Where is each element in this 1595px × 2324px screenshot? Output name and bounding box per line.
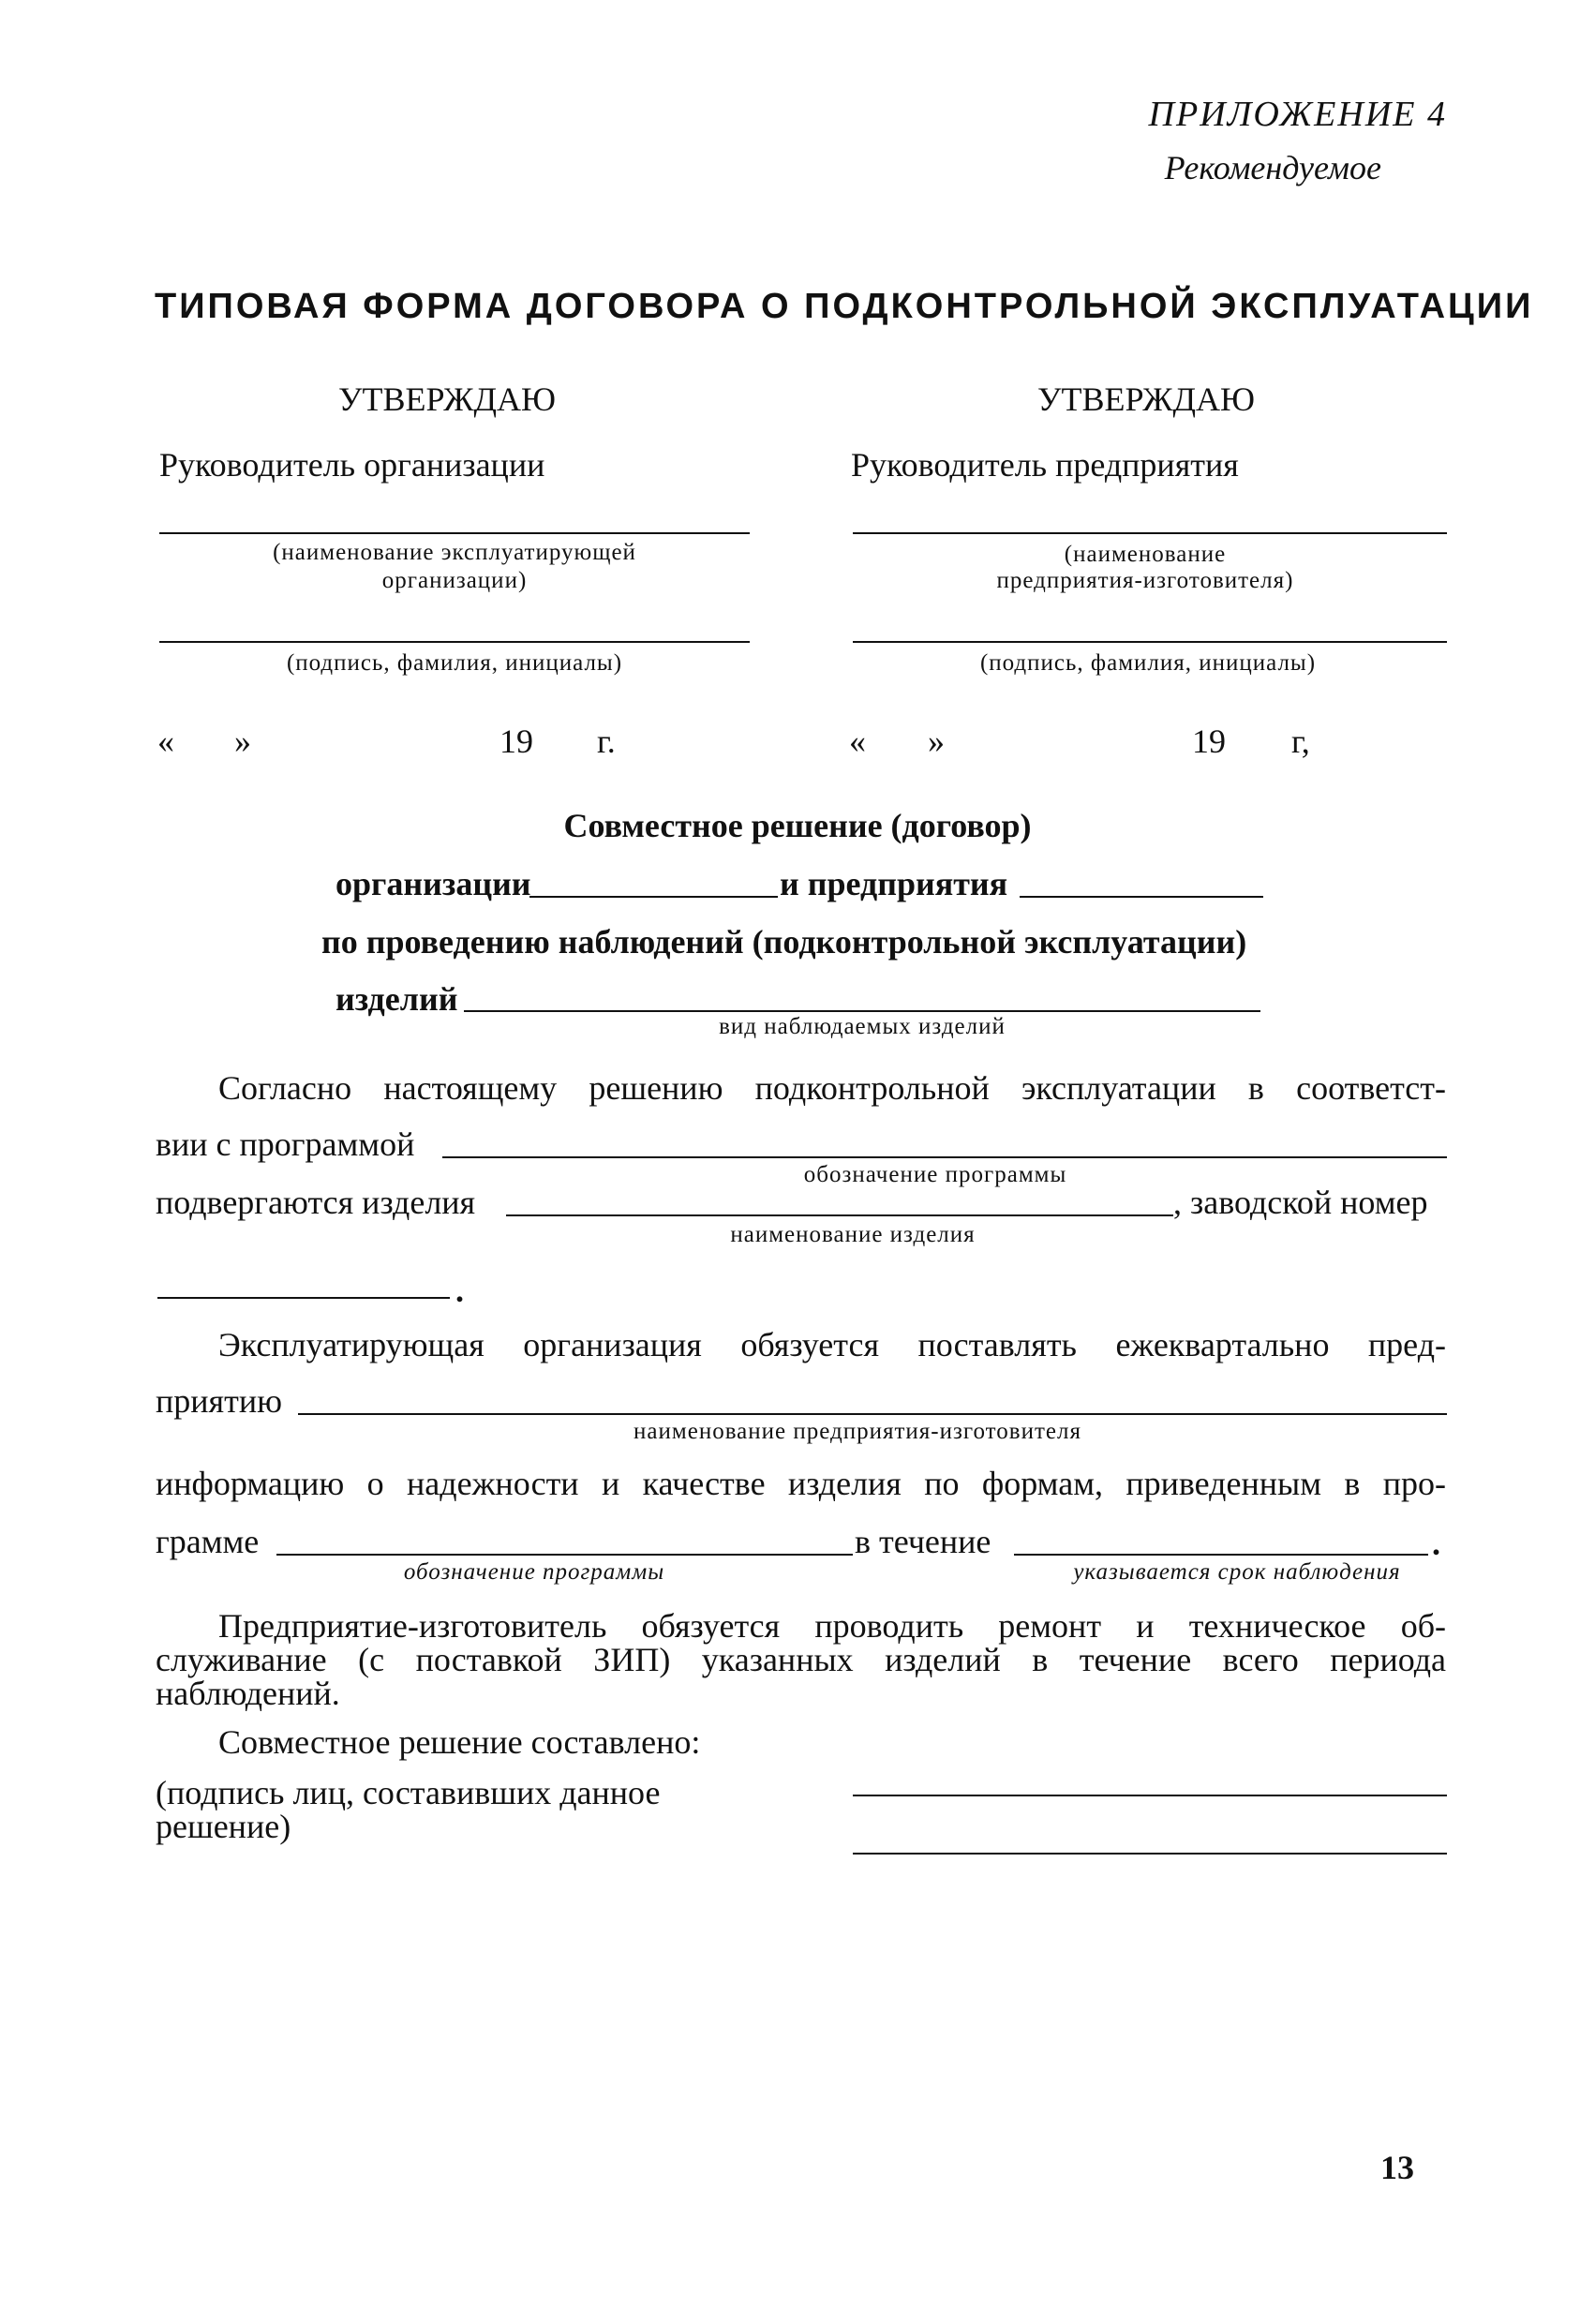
decision-enterprise-label: и предприятия bbox=[780, 865, 1008, 902]
approve-right-heading: УТВЕРЖДАЮ bbox=[1036, 380, 1256, 418]
signatures-label-2: решение) bbox=[156, 1808, 291, 1845]
document-title: ТИПОВАЯ ФОРМА ДОГОВОРА О ПОДКОНТРОЛЬНОЙ ЭКСПЛУАТАЦИИ bbox=[155, 287, 1534, 326]
paragraph-3-line-3: наблюдений. bbox=[156, 1675, 340, 1712]
decision-items-caption: вид наблюдаемых изделий bbox=[719, 1014, 1006, 1039]
head-of-organization-label: Руководитель организации bbox=[159, 446, 545, 484]
date-close-quote-right: » bbox=[928, 723, 945, 760]
decision-organization-line bbox=[529, 896, 778, 898]
paragraph-2-enterprise-label: приятию bbox=[156, 1382, 282, 1420]
date-open-quote-right: « bbox=[849, 723, 866, 760]
paragraph-1-line-1: Согласно настоящему решению подконтрольной эксплуатации в соответст- bbox=[218, 1069, 1446, 1107]
paragraph-2-end-dot: . bbox=[1432, 1525, 1440, 1562]
date-open-quote-left: « bbox=[157, 723, 174, 760]
paragraph-2-enterprise-caption: наименование предприятия-изготовителя bbox=[634, 1419, 1081, 1444]
paragraph-2-line-1: Эксплуатирующая организация обязуется поставлять ежеквартально пред- bbox=[218, 1326, 1446, 1363]
signature-line-1 bbox=[853, 1795, 1447, 1796]
enterprise-signature-line bbox=[853, 641, 1447, 643]
org-name-caption-2: организации) bbox=[381, 568, 528, 593]
appendix-label: ПРИЛОЖЕНИЕ 4 bbox=[1148, 95, 1447, 134]
date-year-right: 19 bbox=[1192, 723, 1226, 760]
enterprise-name-caption-1: (наименование bbox=[1064, 542, 1227, 567]
decision-title: Совместное решение (договор) bbox=[563, 807, 1032, 844]
paragraph-2-program-label: грамме bbox=[156, 1523, 260, 1560]
decision-organization-label: организации bbox=[335, 865, 531, 902]
paragraph-1-item-caption: наименование изделия bbox=[730, 1222, 976, 1247]
date-close-quote-left: » bbox=[234, 723, 251, 760]
date-year-left: 19 bbox=[499, 723, 533, 760]
org-name-line bbox=[159, 532, 750, 534]
paragraph-1-serial-number-line bbox=[157, 1297, 450, 1299]
head-of-enterprise-label: Руководитель предприятия bbox=[851, 446, 1239, 484]
enterprise-name-caption-2: предприятия-изготовителя) bbox=[996, 568, 1294, 593]
paragraph-1-program-caption: обозначение программы bbox=[803, 1162, 1067, 1187]
enterprise-signature-caption: (подпись, фамилия, инициалы) bbox=[979, 650, 1317, 676]
paragraph-2-period-caption: указывается срок наблюдения bbox=[1073, 1559, 1401, 1585]
paragraph-2-during-label: в течение bbox=[855, 1523, 991, 1560]
org-signature-line bbox=[159, 641, 750, 643]
paragraph-2-program-line bbox=[276, 1554, 853, 1556]
paragraph-2-line-3: информацию о надежности и качестве изделия по формам, приведенным в про- bbox=[156, 1465, 1446, 1502]
decision-enterprise-line bbox=[1020, 896, 1263, 898]
paragraph-1-end-dot: . bbox=[455, 1272, 464, 1309]
decision-items-label: изделий bbox=[335, 980, 458, 1018]
approve-left-heading: УТВЕРЖДАЮ bbox=[337, 380, 557, 418]
signatures-label-1: (подпись лиц, составивших данное bbox=[156, 1774, 661, 1811]
org-name-caption-1: (наименование эксплуатирующей bbox=[273, 540, 636, 565]
paragraph-2-enterprise-line bbox=[298, 1413, 1447, 1415]
paragraph-1-program-label: вии с программой bbox=[156, 1125, 415, 1163]
paragraph-1-serial-number-label: , заводской номер bbox=[1173, 1184, 1428, 1221]
paragraph-3-line-2: служивание (с поставкой ЗИП) указанных изделий в течение всего периода bbox=[156, 1641, 1446, 1678]
paragraph-3-line-1: Предприятие-изготовитель обязуется проводить ремонт и техническое об- bbox=[218, 1607, 1446, 1645]
decision-purpose: по проведению наблюдений (подконтрольной эксплуатации) bbox=[321, 923, 1247, 961]
paragraph-1-items-label: подвергаются изделия bbox=[156, 1184, 476, 1221]
date-year-suffix-right: г, bbox=[1291, 723, 1310, 760]
composed-by-label: Совместное решение составлено: bbox=[218, 1723, 701, 1761]
org-signature-caption: (подпись, фамилия, инициалы) bbox=[286, 650, 623, 676]
paragraph-2-period-line bbox=[1014, 1554, 1428, 1556]
paragraph-2-program-caption: обозначение программы bbox=[403, 1559, 665, 1585]
paragraph-1-items-line bbox=[506, 1214, 1173, 1216]
paragraph-1-program-line bbox=[442, 1156, 1447, 1158]
enterprise-name-line bbox=[853, 532, 1447, 534]
recommended-label: Рекомендуемое bbox=[1164, 149, 1381, 186]
signature-line-2 bbox=[853, 1853, 1447, 1855]
decision-items-line bbox=[464, 1010, 1260, 1012]
page-number: 13 bbox=[1380, 2149, 1414, 2186]
date-year-suffix-left: г. bbox=[597, 723, 616, 760]
